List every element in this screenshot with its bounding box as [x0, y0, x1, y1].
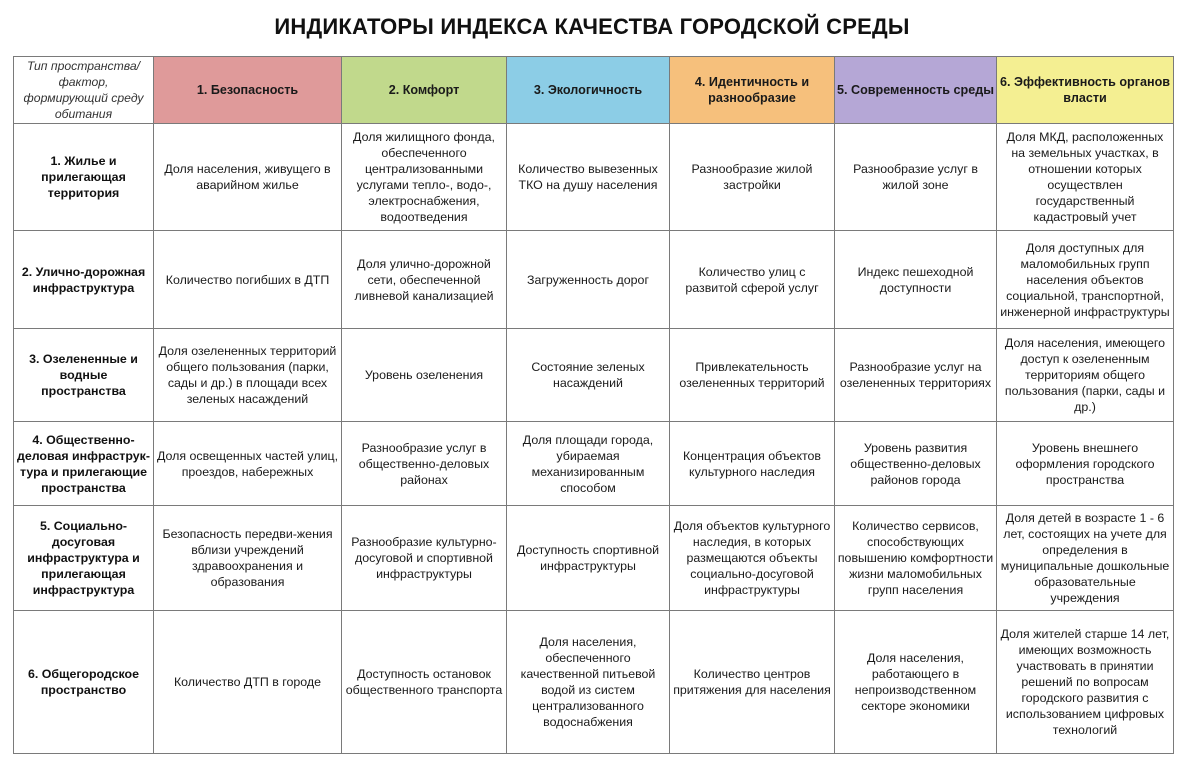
table-cell: Разнообразие культурно-досуговой и спортивной инфраструктуры	[342, 506, 507, 611]
table-cell: Доля освещенных частей улиц, проездов, набережных	[154, 422, 342, 506]
table-cell: Доля площади города, убираемая механизированным способом	[507, 422, 670, 506]
table-cell: Количество ДТП в городе	[154, 611, 342, 754]
table-row	[14, 506, 1174, 611]
table-cell: Количество погибших в ДТП	[154, 231, 342, 329]
table-cell: Доля жителей старше 14 лет, имеющих возможность участвовать в принятии решений по вопросам городского развития с использованием цифровых технологий	[997, 611, 1174, 754]
table-cell: Разнообразие услуг на озелененных территориях	[835, 329, 997, 422]
indicators-table	[13, 56, 1174, 754]
column-header-safety: 1. Безопасность	[154, 57, 342, 124]
table-row	[14, 231, 1174, 329]
table-cell: Доля доступных для маломобильных групп населения объектов социальной, транспортной, инженерной инфраструктуры	[997, 231, 1174, 329]
table-cell: Количество сервисов, способствующих повышению комфортности жизни маломобильных групп населения	[835, 506, 997, 611]
table-cell: Доля населения, обеспеченного качественной питьевой водой из систем централизованного водоснабжения	[507, 611, 670, 754]
corner-header: Тип пространства/фактор, формирующий среду обитания	[14, 57, 154, 124]
table-row	[14, 124, 1174, 231]
table-cell: Состояние зеленых насаждений	[507, 329, 670, 422]
column-header-identity: 4. Идентичность и разнообразие	[670, 57, 835, 124]
table-cell: Уровень развития общественно-деловых районов города	[835, 422, 997, 506]
table-cell: Доступность остановок общественного транспорта	[342, 611, 507, 754]
table-cell: Разнообразие услуг в общественно-деловых районах	[342, 422, 507, 506]
table-cell: Количество центров притяжения для населения	[670, 611, 835, 754]
table-cell: Привлекательность озелененных территорий	[670, 329, 835, 422]
page-title: ИНДИКАТОРЫ ИНДЕКСА КАЧЕСТВА ГОРОДСКОЙ СРЕДЫ	[274, 14, 910, 39]
row-header: 1. Жилье и прилегающая территория	[14, 124, 154, 231]
table-cell: Разнообразие жилой застройки	[670, 124, 835, 231]
table-cell: Доля детей в возрасте 1 - 6 лет, состоящих на учете для определения в муниципальные дошкольные образовательные учреждения	[997, 506, 1174, 611]
table-cell: Концентрация объектов культурного наследия	[670, 422, 835, 506]
table-row	[14, 422, 1174, 506]
table-cell: Доля озелененных территорий общего пользования (парки, сады и др.) в площади всех зеленых насаждений	[154, 329, 342, 422]
table-cell: Доля МКД, расположенных на земельных участках, в отношении которых осуществлен государственный кадастровый учет	[997, 124, 1174, 231]
row-header: 3. Озелененные и водные пространства	[14, 329, 154, 422]
column-header-efficiency: 6. Эффективность органов власти	[997, 57, 1174, 124]
row-header: 5. Социально-досуговая инфраструктура и прилегающая инфраструктура	[14, 506, 154, 611]
table-cell: Доля объектов культурного наследия, в которых размещаются объекты социально-досуговой инфраструктуры	[670, 506, 835, 611]
table-cell: Уровень озеленения	[342, 329, 507, 422]
table-cell: Количество улиц с развитой сферой услуг	[670, 231, 835, 329]
table-cell: Доля населения, живущего в аварийном жилье	[154, 124, 342, 231]
table-cell: Доступность спортивной инфраструктуры	[507, 506, 670, 611]
table-cell: Уровень внешнего оформления городского пространства	[997, 422, 1174, 506]
table-cell: Безопасность передви-жения вблизи учреждений здравоохранения и образования	[154, 506, 342, 611]
table-cell: Доля населения, работающего в непроизводственном секторе экономики	[835, 611, 997, 754]
table-cell: Загруженность дорог	[507, 231, 670, 329]
column-header-comfort: 2. Комфорт	[342, 57, 507, 124]
table-cell: Доля улично-дорожной сети, обеспеченной ливневой канализацией	[342, 231, 507, 329]
column-header-modernity: 5. Современность среды	[835, 57, 997, 124]
row-header: 2. Улично-дорожная инфраструктура	[14, 231, 154, 329]
table-cell: Индекс пешеходной доступности	[835, 231, 997, 329]
table-cell: Разнообразие услуг в жилой зоне	[835, 124, 997, 231]
table-cell: Доля жилищного фонда, обеспеченного централизованными услугами тепло-, водо-, электроснабжения, водоотведения	[342, 124, 507, 231]
table-cell: Доля населения, имеющего доступ к озелененным территориям общего пользования (парки, сады и др.)	[997, 329, 1174, 422]
table-row	[14, 329, 1174, 422]
table-row	[14, 611, 1174, 754]
row-header: 4. Общественно-деловая инфраструк-тура и прилегающие пространства	[14, 422, 154, 506]
header-row	[14, 57, 1174, 124]
row-header: 6. Общегородское пространство	[14, 611, 154, 754]
column-header-ecology: 3. Экологичность	[507, 57, 670, 124]
table-cell: Количество вывезенных ТКО на душу населения	[507, 124, 670, 231]
